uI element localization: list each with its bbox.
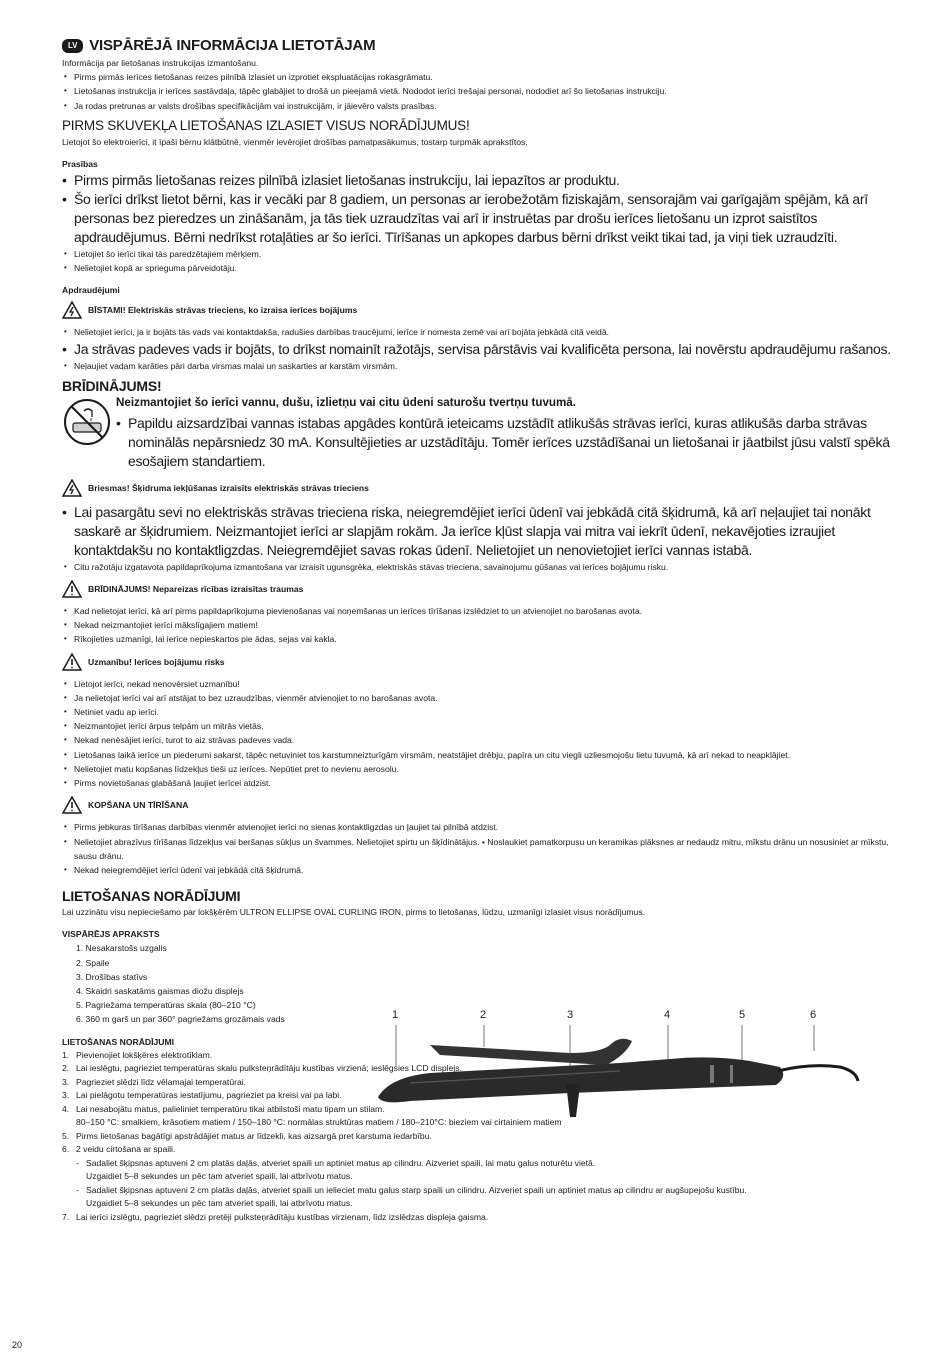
warning-icon xyxy=(62,580,82,598)
list-item: • Ja strāvas padeves vads ir bojāts, to drīkst nomainīt ražotājs, servisa pārstāvis vai kvalificēta persona, lai novērstu apdraudējumu rašanos. xyxy=(62,340,892,359)
curling-iron-diagram xyxy=(370,1005,860,1125)
warn3-list xyxy=(62,604,892,647)
usage-intro: Lai uzzinātu visu nepieciešamo par lokšķērēm ULTRON ELLIPSE OVAL CURLING IRON, pirms to lietošanas, lūdzu, uzmanīgi izlasiet visus norādījumus. xyxy=(62,907,646,918)
warning-heading: BRĪDINĀJUMS! xyxy=(62,377,162,394)
list-item: • Pirms pirmās ierīces lietošanas reizes pilnībā izlasiet un izprotiet ekspluatācijas rokasgrāmatu. xyxy=(62,70,892,84)
diagram-number: 3 xyxy=(567,1009,574,1021)
list-item: • Nelietojiet matu kopšanas līdzekļus tieši uz ierīces. Nepūtiet pret to nevienu aerosolu. xyxy=(62,762,892,776)
list-item: 6. 2 veidu cirtošana ar spaili. xyxy=(62,1144,176,1155)
no-water-text: Neizmantojiet šo ierīci vannu, dušu, izlietņu vai citu ūdeni saturošu tvertņu tuvumā. xyxy=(116,395,576,409)
language-badge: LV xyxy=(62,39,83,53)
no-bathtub-icon xyxy=(62,397,112,447)
list-item: • Šo ierīci drīkst lietot bērni, kas ir vecāki par 8 gadiem, un personas ar ierobežotām fiziskajām, sensorajām vai garīgajām spējām, kā arī personas bez pieredzes un zināšanām, ja tās tiek uzraudzītas vai arī ir instruētas par drošu ierīces lietošanu un izprot saistītos apdraudējumus. Bērni nedrīkst rotaļāties ar šo ierīci. Tīrīšanas un apkopes darbus bērni drīkst veikt tikai tad, ja viņi tiek uzraudzīti. xyxy=(62,190,892,247)
list-item: • Lietojiet šo ierīci tikai tās paredzētajiem mērķiem. xyxy=(62,247,892,261)
list-item: • Rīkojieties uzmanīgi, lai ierīce nepieskartos pie ādas, sejas vai kakla. xyxy=(62,632,892,646)
prasibas-big-list xyxy=(62,171,892,247)
list-item: 3. Drošības statīvs xyxy=(76,971,148,982)
page-title-row xyxy=(62,36,892,56)
list-item: • Papildu aizsardzībai vannas istabas apgādes kontūrā ieteicams uzstādīt atlikušās strāvas ierīci, kuras atlikušās darba strāvas nominālās nepārsniedz 30 mA. Konsultējieties ar uzstādītāju. Tomēr ierīces uzstādīšanai un lietošanai ir jāatbilst jūsu valstī spēkā esošajiem standartiem. xyxy=(116,414,892,471)
curling-iron-image xyxy=(370,1005,860,1125)
instructions-list-b xyxy=(62,1130,892,1157)
list-item: • Nekad nenēsājiet ierīci, turot to aiz strāvas padeves vada. xyxy=(62,733,892,747)
diagram-number: 2 xyxy=(480,1009,487,1021)
page-number: 20 xyxy=(12,1340,23,1350)
no-water-list xyxy=(116,414,892,471)
must-read-sub: Lietojot šo elektroierīci, it īpaši bērnu klātbūtnē, vienmēr ievērojiet drošības pamatpasākumus, tostarp turpmāk aprakstītos. xyxy=(62,136,528,147)
prasibas-heading: Prasības xyxy=(62,159,98,170)
danger1-row xyxy=(62,301,892,319)
instr4-sub: 80–150 °C: smalkiem, krāsotiem matiem / 150–180 °C: normālas struktūras matiem / 180–210°C: bieziem vai cirtainiem matiem xyxy=(76,1117,562,1128)
instructions-heading: LIETOŠANAS NORĀDĪJUMI xyxy=(62,1036,175,1047)
danger2-row xyxy=(62,479,892,497)
list-item: • Lietošanas laikā ierīce un piederumi sakarst, tāpēc netuviniet tos karstumneizturīgām virsmām, neatstājiet drēbju, papīra un citu viegli uzliesmojošu lietu tuvumā, kā arī nekad to neapklājiet. xyxy=(62,748,892,762)
prasibas-small-list xyxy=(62,247,892,275)
list-item: • Lietošanas instrukcija ir ierīces sastāvdaļa, tāpēc glabājiet to drošā un pieejamā vietā. Nododot ierīci trešajai personai, nododiet arī šo lietošanas instrukciju. xyxy=(62,84,892,98)
diagram-number: 6 xyxy=(810,1009,817,1021)
warn4-list xyxy=(62,677,892,791)
warn4-label: Uzmanību! Ierīces bojājumu risks xyxy=(88,656,225,667)
list-item: • Kad nelietojat ierīci, kā arī pirms papildaprīkojuma pievienošanas vai noņemšanas un ierīces tīrīšanas izslēdziet to un atvienojiet no barošanas avota. xyxy=(62,604,892,618)
no-water-block xyxy=(62,395,892,471)
list-item: • Nelietojiet ierīci, ja ir bojāts tās vads vai kontaktdakša, radušies darbības traucējumi, ierīce ir nomesta zemē vai arī bojāta jebkādā citā veidā. xyxy=(62,325,892,339)
list-item: 4. Lai nesabojātu matus, palieliniet temperatūru tikai atbilstoši matu tipam un stilam. xyxy=(62,1103,385,1114)
list-item: 3. Lai pielāgotu temperatūras iestatījumu, pagrieziet pa kreisi vai pa labi. xyxy=(62,1090,342,1101)
instr6-dash1b: Uzgaidiet 5–8 sekundes un pēc tam atveriet spaili, lai atbrīvotu matus. xyxy=(86,1171,353,1182)
usage-heading: LIETOŠANAS NORĀDĪJUMI xyxy=(62,888,241,905)
list-item: • Ja rodas pretrunas ar valsts drošības specifikācijām vai instrukcijām, ir jāievēro valsts prasības. xyxy=(62,99,892,113)
overview-heading: VISPĀRĒJS APRAKSTS xyxy=(62,929,160,940)
list-item: 5. Pirms lietošanas bagātīgi apstrādājiet matus ar līdzekli, kas aizsargā pret karstuma iedarbību. xyxy=(62,1130,432,1141)
list-item: 2. Lai ieslēgtu, pagrieziet temperatūras skalu pulksteņrādītāju kustības virzienā; ieslēgsies LCD displejs. xyxy=(62,1063,462,1074)
list-item: 2. Spaile xyxy=(76,957,110,968)
list-item: • Netiniet vadu ap ierīci. xyxy=(62,705,892,719)
danger1-label: BĪSTAMI! Elektriskās strāvas trieciens, ko izraisa ierīces bojājums xyxy=(88,305,358,316)
diagram-number: 4 xyxy=(664,1009,671,1021)
intro-list xyxy=(62,70,892,113)
list-item: • Pirms pirmās lietošanas reizes pilnībā izlasiet lietošanas instrukciju, lai iepazītos ar produktu. xyxy=(62,171,892,190)
list-item: • Lai pasargātu sevi no elektriskās strāvas trieciena riska, neiegremdējiet ierīci ūdenī vai jebkādā citā šķidrumā, kā arī neļaujiet tai nonākt saskarē ar šķidrumiem. Neizmantojiet ierīci ar slapjām rokām. Ja ierīce kļūst slapja vai mitra vai iekrīt ūdenī, nekavējoties izraujiet kontaktdakšu no kontaktligzdas. Neiegremdējiet savas rokas ūdenī. Nelietojiet un nenovietojiet ierīci vannas istabā. xyxy=(62,503,892,560)
list-item: • Neļaujiet vadam karāties pāri darba virsmas malai un saskarties ar karstām virsmām. xyxy=(62,359,892,373)
instr6-dash2b: Uzgaidiet 5–8 sekundes un pēc tam atveriet spaili, lai atbrīvotu matus. xyxy=(86,1198,353,1209)
danger1-list-a xyxy=(62,325,892,339)
list-item: • Ja nelietojat ierīci vai arī atstājat to bez uzraudzības, vienmēr atvienojiet to no barošanas avota. xyxy=(62,691,892,705)
warn3-label: BRĪDINĀJUMS! Nepareizas rīcības izraisītas traumas xyxy=(88,584,304,595)
list-item: 1. Pievienojiet lokšķēres elektrotīklam. xyxy=(62,1049,213,1060)
warn5-label: KOPŠANA UN TĪRĪŠANA xyxy=(88,800,189,811)
list-item: • Pirms jebkuras tīrīšanas darbības vienmēr atvienojiet ierīci no sienas kontaktligzdas un ļaujiet tai pilnībā atdzist. xyxy=(62,820,892,834)
instructions-list-c xyxy=(62,1211,892,1225)
list-item: • Lietojot ierīci, nekad nenovērsiet uzmanību! xyxy=(62,677,892,691)
warn5-row xyxy=(62,796,892,814)
warn4-row xyxy=(62,653,892,671)
danger2-label: Briesmas! Šķidruma iekļūšanas izraisīts elektriskās strāvas trieciens xyxy=(88,482,369,493)
list-item: 4. Skaidri saskatāms gaismas diožu displejs xyxy=(76,985,244,996)
danger1-list-big xyxy=(62,340,892,359)
danger2-big-list xyxy=(62,503,892,560)
page-title: VISPĀRĒJĀ INFORMĀCIJA LIETOTĀJAM xyxy=(89,37,376,55)
electric-warning-icon xyxy=(62,301,82,319)
diagram-number: 1 xyxy=(392,1009,399,1021)
list-item: • Citu ražotāju izgatavota papildaprīkojuma izmantošana var izraisīt ugunsgrēka, elektriskās stāvas trieciena, savainojumu gūšanas vai ierīces bojājumu risku. xyxy=(62,560,892,574)
instr6-dash2: - Sadaliet šķipsnas aptuveni 2 cm platās daļās, atveriet spaili un ielieciet matu galus starp spaili un cilindru. Aizveriet spaili un aptiniet matus ap cilindru ar augšupejošu kustību. xyxy=(76,1184,747,1195)
diagram-number: 5 xyxy=(739,1009,746,1021)
must-read-heading: PIRMS SKUVEKĻA LIETOŠANAS IZLASIET VISUS NORĀDĪJUMUS! xyxy=(62,117,470,133)
list-item: • Neizmantojiet ierīci ārpus telpām un mitrās vietās. xyxy=(62,719,892,733)
list-item: • Nelietojiet abrazīvus tīrīšanas līdzekļus vai beršanas sūkļus un švammes. Nelietojiet spirtu un šķīdinātājus. • Noslaukiet pamatkorpusu un keramikas plāksnes ar nedaudz mitru, mīkstu drānu un nosusiniet ar mīkstu, sausu drānu. xyxy=(62,835,892,863)
list-item: • Nekad neizmantojiet ierīci mākslīgajiem matiem! xyxy=(62,618,892,632)
list-item: 5. Pagriežama temperatūras skala (80–210 °C) xyxy=(76,1000,256,1011)
warning-icon xyxy=(62,796,82,814)
list-item: • Nelietojiet kopā ar sprieguma pārveidotāju. xyxy=(62,261,892,275)
list-item: 3. Pagrieziet slēdzi līdz vēlamajai temperatūrai. xyxy=(62,1076,247,1087)
warn5-list xyxy=(62,820,892,877)
warning-icon xyxy=(62,653,82,671)
list-item: 1. Nesakarstošs uzgalis xyxy=(76,943,167,954)
list-item: • Pirms novietošanas glabāšanā ļaujiet ierīcei atdzist. xyxy=(62,776,892,790)
apdraudejumi-heading: Apdraudējumi xyxy=(62,285,120,296)
list-item: 6. 360 m garš un par 360° pagriežams grozāmais vads xyxy=(76,1014,285,1025)
list-item: 7. Lai ierīci izslēgtu, pagrieziet slēdzi pretēji pulksteņrādītāju kustības virzienam, līdz izslēdzas displeja gaisma. xyxy=(62,1211,489,1222)
danger2-small-list xyxy=(62,560,892,574)
instr6-dash1: - Sadaliet šķipsnas aptuveni 2 cm platās daļās, atveriet spaili un aptiniet matus ap cilindru. Aizveriet spaili, lai matu galus noturētu vietā. xyxy=(76,1157,596,1168)
danger1-list-b xyxy=(62,359,892,373)
warn3-row xyxy=(62,580,892,598)
electric-warning-icon xyxy=(62,479,82,497)
list-item: • Nekad neiegremdējiet ierīci ūdenī vai jebkādā citā šķidrumā. xyxy=(62,863,892,877)
intro-heading: Informācija par lietošanas instrukcijas izmantošanu. xyxy=(62,58,259,69)
